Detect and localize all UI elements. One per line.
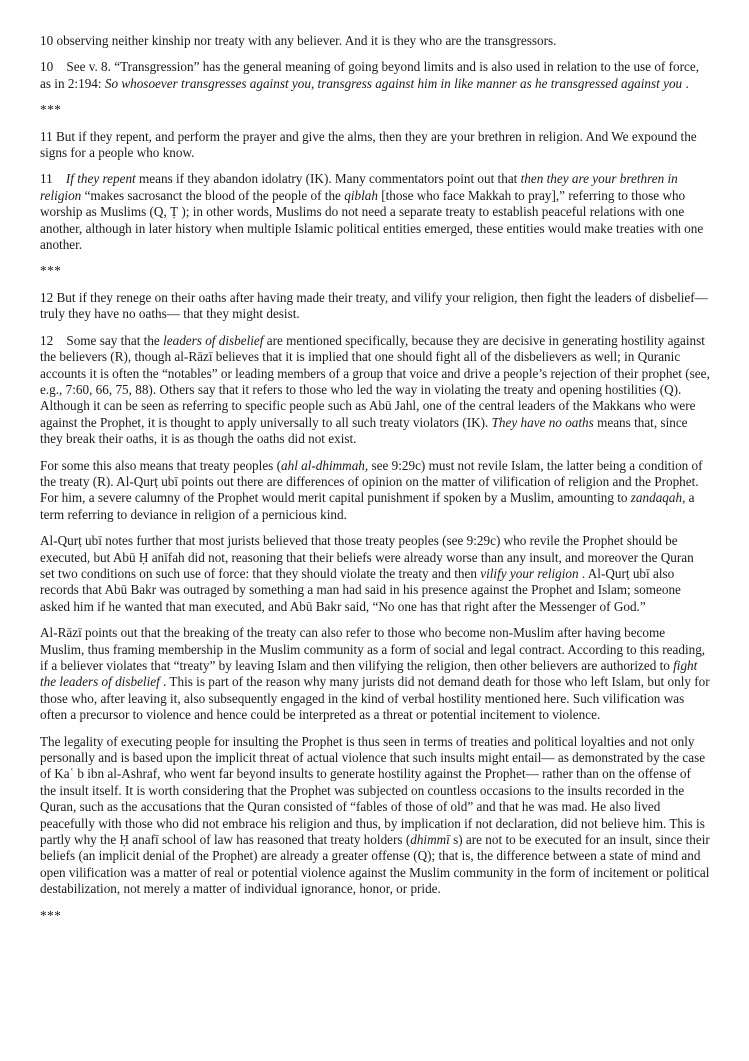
italic-text-run: vilify your religion [480,565,579,581]
section-separator [40,102,710,118]
text-run: a term referring to deviance in religion of a pernicious kind. [40,490,698,522]
text-run: 11 [40,171,66,187]
text-run: are mentioned specifically, because they are decisive in generating hostility against the believers (R), though al-Rāzī believes that it is implied that one should fight all of the disbelievers as well; in Quranic accounts it is often the “notables” or leading members of a group that voice and drive a people’s rejection of their prophet (see, e.g., 7:60, 66, 75, 88). Others say that it refers to those who led the way in violating the treaty and opening hostilities (Q). Although it can be seen as referring to specific people such as Abū Jahl, one of the central leaders of the Makkans who were against the Prophet, it is thought to apply universally to all such treaty violators (IK). [40,332,714,430]
italic-text-run: then they are your brethren in religion [40,171,682,203]
section-separator [40,263,710,279]
commentary-paragraph [40,533,710,615]
text-run: 12 But if they renege on their oaths after having made their treaty, and vilify your religion, then fight the leaders of disbelief— truly they have no oaths— that they might desist. [40,289,712,322]
document-page [40,33,714,924]
text-run: “makes sacrosanct the blood of the people of the [81,187,345,203]
text-run: *** [40,102,62,118]
commentary-paragraph [40,59,710,92]
text-run: Al-Rāzī points out that the breaking of the treaty can also refer to those who become non-Muslim after having become Muslim, thus framing membership in the Muslim community as a form of social and legal contract. According to this reading, if a believer violates that “treaty” by leaving Islam and then vilifying the religion, then other believers are authorized to [40,625,709,673]
verse-translation [40,33,710,49]
text-run: For some this also means that treaty peoples ( [40,457,281,473]
verse-translation [40,290,710,323]
italic-text-run: qiblah [344,187,378,203]
italic-text-run: dhimmī [410,832,450,848]
text-run: 11 But if they repent, and perform the prayer and give the alms, then they are your brethren in religion. And We expound the signs for a people who know. [40,128,700,161]
italic-text-run: zandaqah, [630,490,686,506]
commentary-paragraph [40,171,710,253]
text-run: 12 Some say that the [40,332,164,348]
text-run: *** [40,907,62,923]
commentary-paragraph [40,733,714,898]
italic-text-run: leaders of disbelief [163,332,264,348]
text-run: means if they abandon idolatry (IK). Many commentators point out that [135,171,521,187]
text-run: means that, since they break their oaths, it is as though the oaths did not exist. [40,414,691,447]
text-run: . This is part of the reason why many jurists did not demand death for those who left Islam, but only for those who, after leaving it, also subsequently engaged in the kind of verbal hostility mentioned here. Such vilification was often a precursor to violence and hence could be interpreted as a threat or potential incitement to violence. [40,674,713,723]
italic-text-run: If they repent [65,171,136,187]
text-run: . [682,75,689,91]
text-run: [those who face Makkah to pray],” referring to those who worship as Muslims (Q, Ṭ ); in other words, Muslims do not need a separate treaty to establish peaceful relations with one another, although in later history when multiple Islamic political entities emerged, these entities would make treaties with one another. [40,187,707,253]
text-run: 10 observing neither kinship nor treaty with any believer. And it is they who are the transgressors. [40,33,557,48]
text-run: Al-Qurṭ ubī notes further that most jurists believed that those treaty peoples (see 9:29c) who revile the Prophet should be executed, but Abū Ḥ anīfah did not, reasoning that their beliefs were already worse than any insult, and moreover the Quran set two conditions on such use of force: that they should violate the treaty and then [40,533,697,581]
italic-text-run: So whosoever transgresses against you, transgress against him in like manner as he transgressed against you [104,75,683,91]
text-run: s) are not to be executed for an insult, since their beliefs (an implicit denial of the Prophet) are already a greater offense (Q); that is, the difference between a state of mind and open vilification was a matter of real or potential violence against the Muslim community in the form of incitement or political destabilization, not merely a matter of individual ignorance, honor, or pride. [40,832,714,897]
italic-text-run: They have no oaths [491,414,594,430]
commentary-paragraph [40,625,713,723]
italic-text-run: fight the leaders of disbelief [40,658,701,690]
text-run: 10 See v. 8. “Transgression” has the general meaning of going beyond limits and is also used in relation to the use of force, as in 2:194: [40,59,703,91]
text-run: . Al-Qurṭ ubī also records that Abū Bakr was outraged by something a man had said in his presence against the Prophet and Islam; someone asked him if he wanted that man executed, and Abū Bakr said, “No one has that right after the Messenger of God.” [40,565,685,614]
commentary-paragraph [40,458,710,524]
verse-translation [40,129,710,162]
text-run: The legality of executing people for insulting the Prophet is thus seen in terms of treaties and political loyalties and not only personally and is based upon the implicit threat of actual violence that such insults might entail— as demonstrated by the case of Kaʿ b ibn al-Ashraf, who went far beyond insults to generate hostility against the Prophet— rather than on the offense of the insult itself. It is worth considering that the Prophet was subjected on countless occasions to the insults recorded in the Quran, such as the accusations that the Quran consisted of “fables of those of old” and that he was mad. He also lived peacefully with those who did not embrace his religion and thus, by implication if not declaration, did not believe him. This is partly why the Ḥ anafī school of law has reasoned that treaty holders ( [40,733,709,848]
italic-text-run: ahl al-dhimmah, [281,457,369,473]
text-run: see 9:29c) must not revile Islam, the latter being a condition of the treaty (R). Al-Qurṭ ubī points out there are differences of opinion on the matter of vilification of religion and the Prophet. For him, a severe calumny of the Prophet would merit capital punishment if spoken by a Muslim, amounting to [40,457,706,506]
text-run: *** [40,263,62,279]
commentary-paragraph [40,332,714,448]
section-separator [40,908,710,924]
